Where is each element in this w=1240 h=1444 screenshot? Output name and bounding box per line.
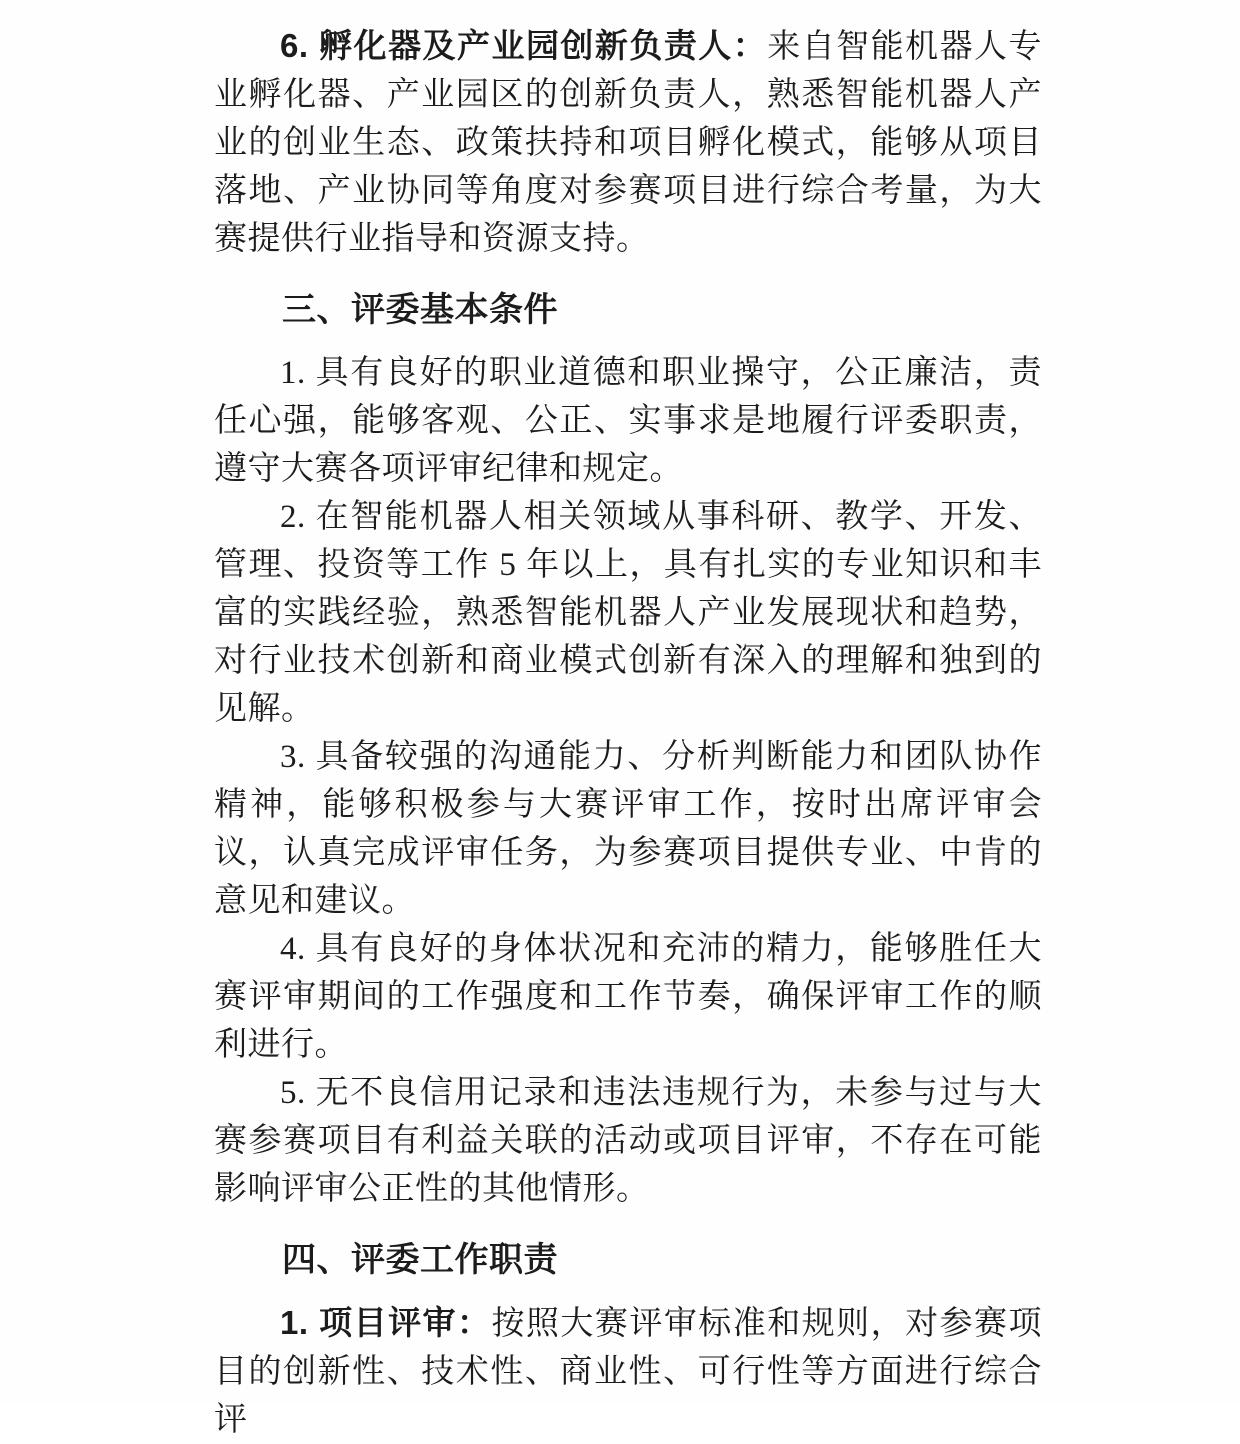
section-3-item-3: 3. 具备较强的沟通能力、分析判断能力和团队协作精神，能够积极参与大赛评审工作，按时出席评审会议，认真完成评审任务，为参赛项目提供专业、中肯的意见和建议。 xyxy=(214,739,1042,919)
section-4-heading: 四、评委工作职责 xyxy=(282,1241,558,1279)
section-3-item-1: 1. 具有良好的职业道德和职业操守，公正廉洁，责任心强，能够客观、公正、实事求是地履行评委职责，遵守大赛各项评审纪律和规定。 xyxy=(214,355,1042,487)
section-3-heading: 三、评委基本条件 xyxy=(282,291,558,329)
section-4-item-1-body: 按照大赛评审标准和规则，对参赛项目的创新性、技术性、商业性、可行性等方面进行综合评 xyxy=(214,1306,1042,1438)
section-3-item-2: 2. 在智能机器人相关领域从事科研、教学、开发、管理、投资等工作 5 年以上，具有扎实的专业知识和丰富的实践经验，熟悉智能机器人产业发展现状和趋势，对行业技术创新和商业模式创新有深入的理解和独到的见解。 xyxy=(214,499,1042,727)
section-4-item-1-lead: 1. 项目评审： xyxy=(280,1304,492,1341)
paragraph-item-6 xyxy=(214,22,1042,263)
item-6-body: 来自智能机器人专业孵化器、产业园区的创新负责人，熟悉智能机器人产业的创业生态、政策扶持和项目孵化模式，能够从项目落地、产业协同等角度对参赛项目进行综合考量，为大赛提供行业指导和资源支持。 xyxy=(214,29,1043,257)
section-3-item-4: 4. 具有良好的身体状况和充沛的精力，能够胜任大赛评审期间的工作强度和工作节奏，确保评审工作的顺利进行。 xyxy=(214,931,1042,1063)
item-6-lead: 6. 孵化器及产业园创新负责人： xyxy=(280,27,768,64)
section-3-item-5: 5. 无不良信用记录和违法违规行为，未参与过与大赛参赛项目有利益关联的活动或项目评审，不存在可能影响评审公正性的其他情形。 xyxy=(214,1075,1042,1207)
section-4-item-1 xyxy=(214,1299,1042,1444)
